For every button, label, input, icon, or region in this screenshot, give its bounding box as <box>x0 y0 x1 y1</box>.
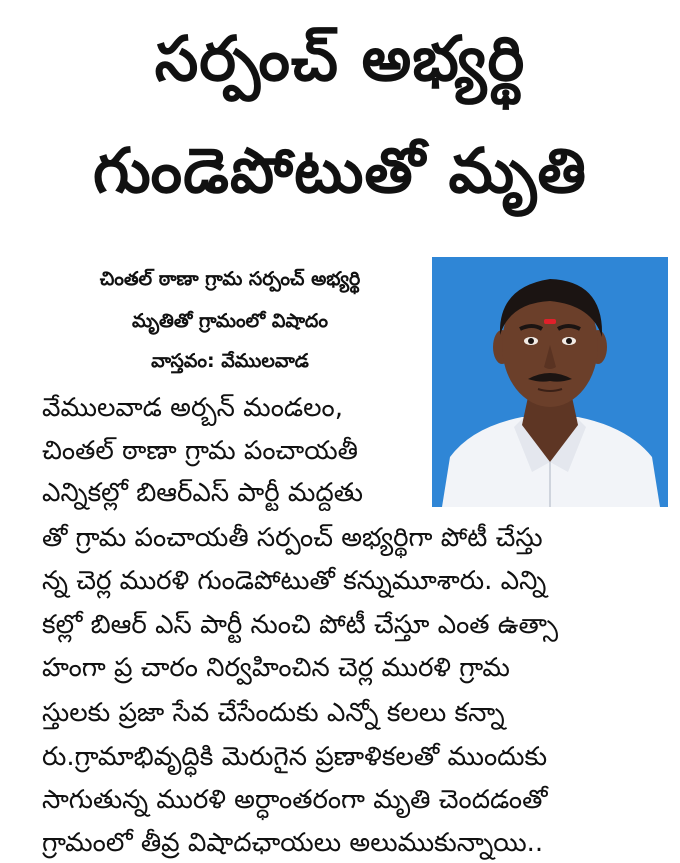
body-line-6: కల్లో బిఆర్ ఎస్ పార్టీ నుంచి పోటీ చేస్తూ ఎంత ఉత్సా <box>42 610 559 640</box>
right-pupil <box>566 338 572 344</box>
subheadline-line-2: మృతితో గ్రామంలో విషాదం <box>132 310 328 332</box>
subheadline-line-1: చింతల్ ఠాణా గ్రామ సర్పంచ్ అభ్యర్థి <box>99 268 361 290</box>
tilak <box>544 319 556 324</box>
body-line-2: చింతల్ ఠాణా గ్రామ పంచాయతీ <box>42 436 358 466</box>
body-line-3: ఎన్నికల్లో బిఆర్ఎస్ పార్టీ మద్దతు <box>42 478 363 508</box>
body-line-7: హంగా ప్ర చారం నిర్వహించిన చెర్ల మురళి గ్రామ <box>42 653 510 683</box>
portrait-photo <box>432 257 668 507</box>
body-line-4: తో గ్రామ పంచాయతీ సర్పంచ్ అభ్యర్థిగా పోటీ చేస్తు <box>42 523 543 553</box>
portrait-illustration <box>432 257 668 507</box>
body-line-5: న్న చెర్ల మురళి గుండెపోటుతో కన్నుమూశారు. ఎన్ని <box>42 566 547 596</box>
dateline: వాస్తవం: వేములవాడ <box>151 350 309 372</box>
body-line-1: వేములవాడ అర్బన్ మండలం, <box>42 393 343 423</box>
headline-line-1: సర్పంచ్ అభ్యర్థి <box>154 22 526 95</box>
body-line-8: స్తులకు ప్రజా సేవ చేసేందుకు ఎన్నో కలలు కన్నా <box>42 698 505 728</box>
body-line-10: సాగుతున్న మురళి అర్ధాంతరంగా మృతి చెందడంతో <box>42 785 548 815</box>
left-pupil <box>528 338 534 344</box>
body-line-9: రు.గ్రామాభివృద్ధికి మెరుగైన ప్రణాళికలతో ముందుకు <box>42 742 548 772</box>
body-line-11: గ్రామంలో తీవ్ర విషాదఛాయలు అలుముకున్నాయి.. <box>42 828 544 858</box>
headline-line-2: గుండెపోటుతో మృతి <box>93 134 587 207</box>
